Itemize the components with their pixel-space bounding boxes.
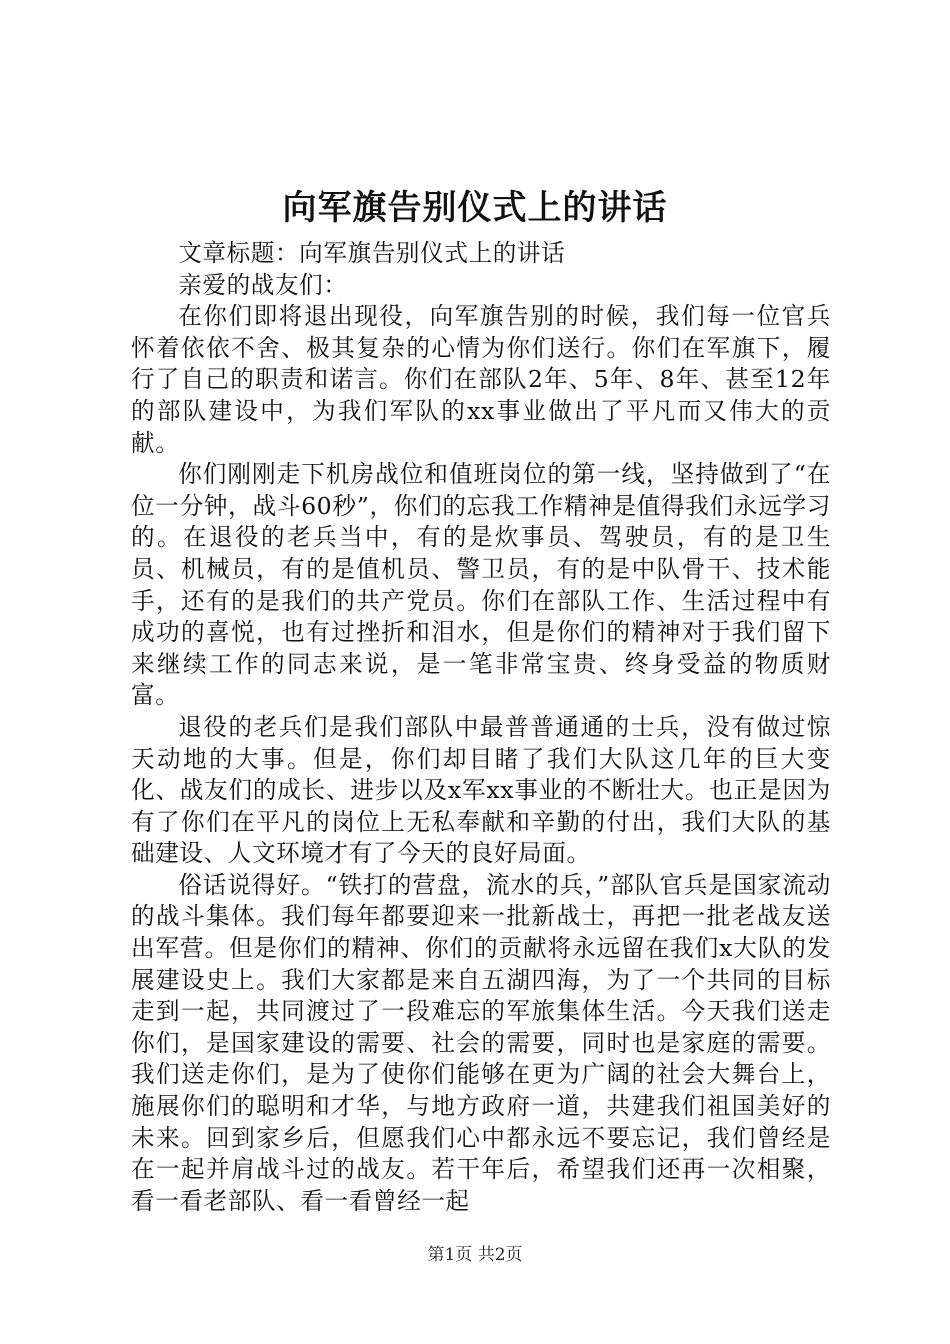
paragraph: 你们刚刚走下机房战位和值班岗位的第一线，坚持做到了“在位一分钟，战斗60秒”，你们的忘我工作精神是值得我们永远学习的。在退役的老兵当中，有的是炊事员、驾驶员，有的是卫生员、机械员，有的是值机员、警卫员，有的是中队骨干、技术能手，还有的是我们的共产党员。你们在部队工作、生活过程中有成功的喜悦，也有过挫折和泪水，但是你们的精神对于我们留下来继续工作的同志来说，是一笔非常宝贵、终身受益的物质财富。 <box>131 460 831 710</box>
paragraph: 退役的老兵们是我们部队中最普普通通的士兵，没有做过惊天动地的大事。但是，你们却目睹了我们大队这几年的巨大变化、战友们的成长、进步以及x军xx事业的不断壮大。也正是因为有了你们在平凡的岗位上无私奉献和辛勤的付出，我们大队的基础建设、人文环境才有了今天的良好局面。 <box>131 712 831 868</box>
paragraph: 俗话说得好。“铁打的营盘，流水的兵，”部队官兵是国家流动的战斗集体。我们每年都要迎来一批新战士，再把一批老战友送出军营。但是你们的精神、你们的贡献将永远留在我们x大队的发展建设史上。我们大家都是来自五湖四海，为了一个共同的目标走到一起，共同渡过了一段难忘的军旅集体生活。今天我们送走你们，是国家建设的需要、社会的需要，同时也是家庭的需要。我们送走你们，是为了使你们能够在更为广阔的社会大舞台上，施展你们的聪明和才华，与地方政府一道，共建我们祖国美好的未来。回到家乡后，但愿我们心中都永远不要忘记，我们曾经是在一起并肩战斗过的战友。若干年后，希望我们还再一次相聚，看一看老部队、看一看曾经一起 <box>131 870 831 1215</box>
document-body <box>131 238 831 1217</box>
article-title-line: 文章标题：向军旗告别仪式上的讲话 <box>178 239 566 267</box>
page-number: 第1页 共2页 <box>427 1245 523 1265</box>
salutation: 亲爱的战友们： <box>178 270 348 299</box>
paragraph: 在你们即将退出现役，向军旗告别的时候，我们每一位官兵怀着依依不舍、极其复杂的心情为你们送行。你们在军旗下，履行了自己的职责和诺言。你们在部队2年、5年、8年、甚至12年的部队建设中，为我们军队的xx事业做出了平凡而又伟大的贡献。 <box>131 302 831 457</box>
document-title: 向军旗告别仪式上的讲话 <box>282 188 668 228</box>
